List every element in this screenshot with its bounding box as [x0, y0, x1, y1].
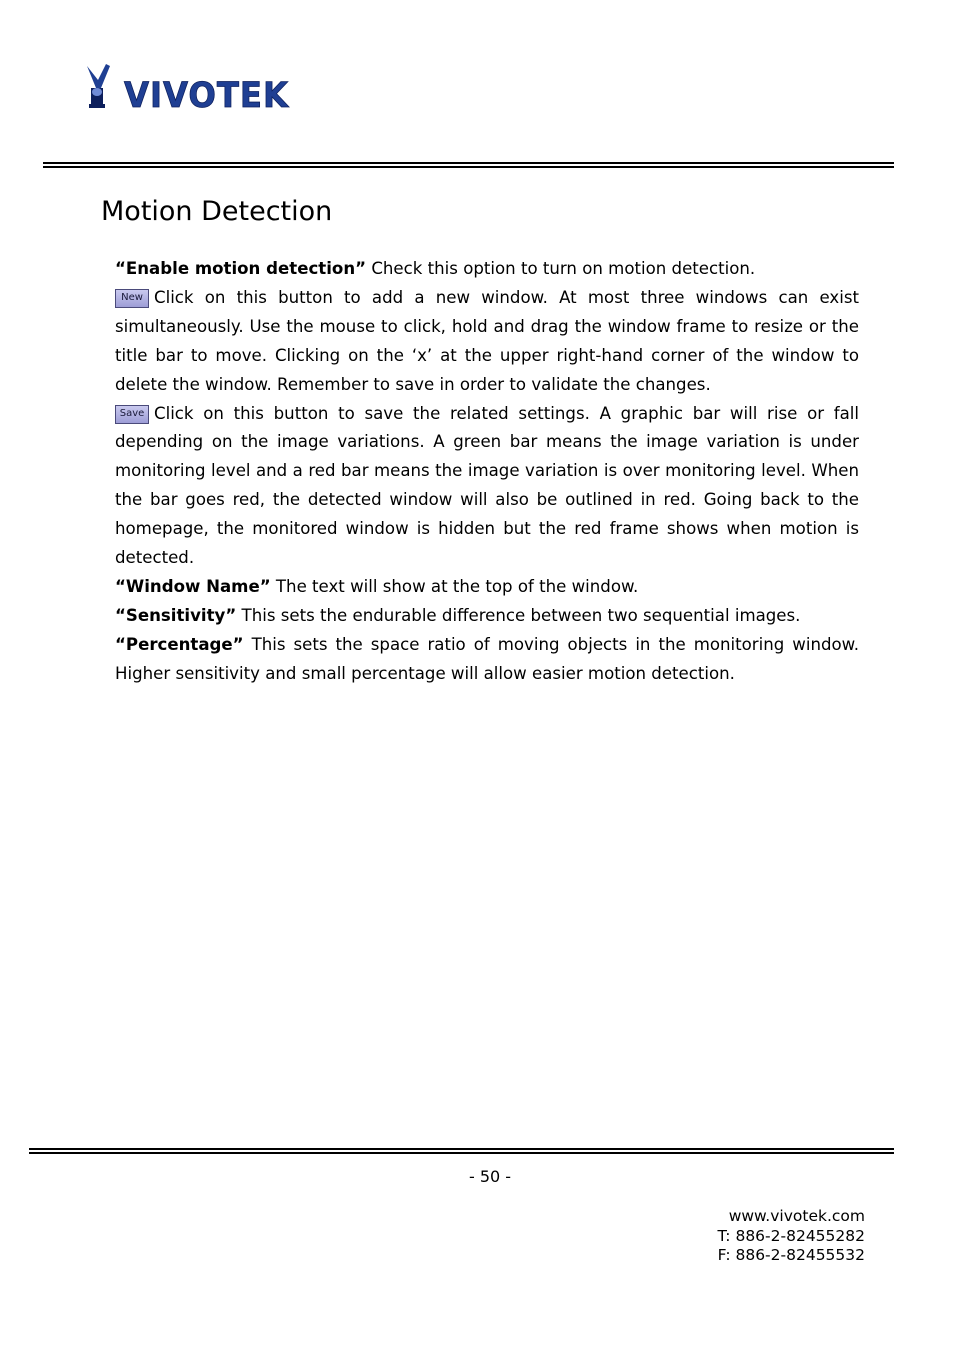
camera-logo-icon — [87, 64, 110, 108]
percentage-paragraph — [115, 631, 859, 689]
window-name-term: “Window Name” — [115, 576, 271, 596]
website-link[interactable]: www.vivotek.com — [728, 1207, 865, 1225]
enable-term: “Enable motion detection” — [115, 259, 367, 278]
sensitivity-paragraph — [115, 602, 859, 631]
save-paragraph — [115, 400, 859, 573]
body-text — [115, 255, 859, 689]
vivotek-logo — [84, 62, 294, 112]
new-button[interactable]: New — [115, 289, 149, 308]
sensitivity-term: “Sensitivity” — [115, 605, 237, 625]
svg-text:VIVOTEK: VIVOTEK — [124, 76, 290, 112]
enable-text: Check this option to turn on motion detection. — [366, 259, 756, 278]
save-button[interactable]: Save — [115, 405, 149, 424]
window-name-paragraph — [115, 573, 859, 602]
save-text: Click on this button to save the related settings. A graphic bar will rise or fall depending on the image variations. A green bar means the image variation is under monitoring level and a red bar means the image variation is over monitoring level. When the bar goes red, the detected window will also be outlined in red. Going back to the homepage, the monitored window is hidden but the red frame shows when motion is detected. — [115, 403, 859, 568]
phone-number: T: 886-2-82455282 — [717, 1226, 865, 1245]
fax-number: F: 886-2-82455532 — [717, 1246, 865, 1265]
percentage-term: “Percentage” — [115, 634, 244, 654]
page-number: - 50 - — [468, 1167, 512, 1186]
sensitivity-text: This sets the endurable difference between two sequential images. — [236, 605, 801, 625]
footer-divider — [29, 1148, 894, 1154]
contact-info — [718, 1207, 865, 1266]
page-title: Motion Detection — [101, 196, 333, 227]
header-divider — [43, 162, 894, 168]
percentage-text: This sets the space ratio of moving objects in the monitoring window. Higher sensitivity and small percentage will allow easier motion detection. — [115, 634, 859, 683]
new-text: Click on this button to add a new window. At most three windows can exist simultaneously. Use the mouse to click, hold and drag the window frame to resize or the title bar to move. Clicking on the ‘x’ at the upper right-hand corner of the window to delete the window. Remember to save in order to validate the changes. — [115, 287, 859, 394]
window-name-text: The text will show at the top of the window. — [270, 576, 639, 596]
new-paragraph — [115, 284, 859, 400]
enable-paragraph — [115, 255, 859, 284]
